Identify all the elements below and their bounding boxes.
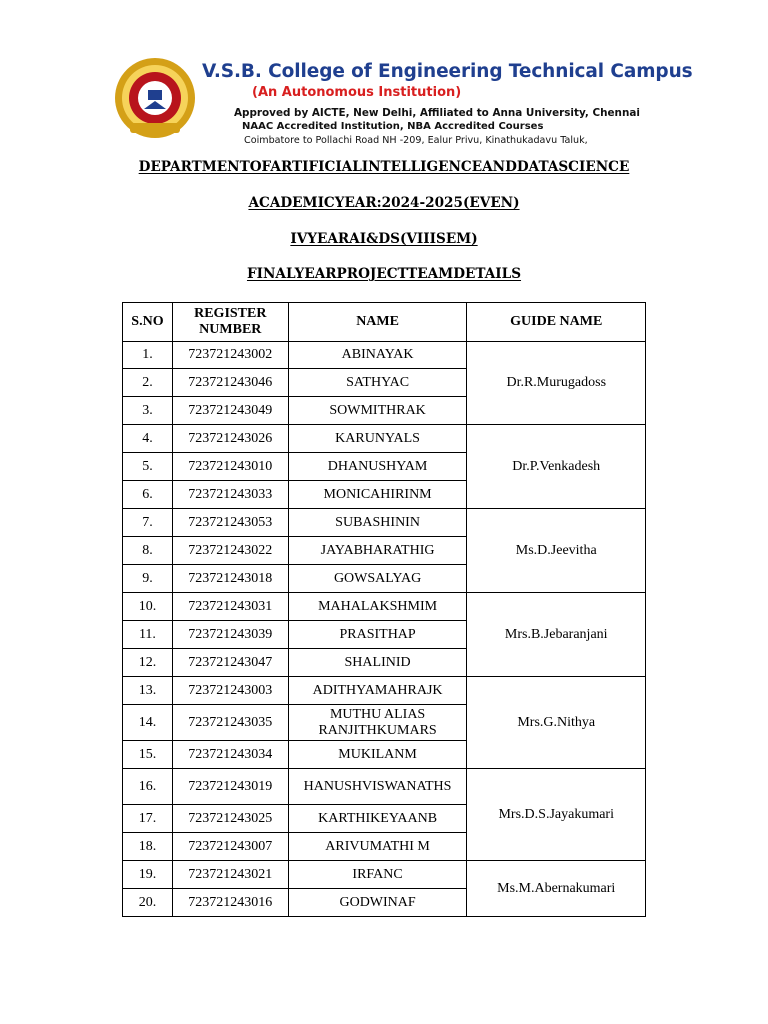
guide-name-cell: Ms.D.Jeevitha [467,509,646,593]
table-row [123,342,646,369]
guide-name-cell: Dr.R.Murugadoss [467,342,646,425]
register-number-cell: 723721243019 [172,769,288,805]
register-number-cell: 723721243003 [172,677,288,705]
sno-cell: 3. [123,397,173,425]
sno-cell: 17. [123,805,173,833]
register-number-cell: 723721243002 [172,342,288,369]
table-row [123,677,646,705]
guide-name-cell: Mrs.G.Nithya [467,677,646,769]
student-name-cell: GODWINAF [288,889,467,917]
college-logo-icon [114,57,196,139]
sno-cell: 18. [123,833,173,861]
table-row [123,861,646,889]
approval-line: Approved by AICTE, New Delhi, Affiliated to Anna University, Chennai [234,107,640,119]
year-semester-heading: IVYEARAI&DS(VIIISEM) [290,231,478,247]
guide-name-cell: Mrs.B.Jebaranjani [467,593,646,677]
academic-year-heading: ACADEMICYEAR:2024-2025(EVEN) [248,195,520,211]
register-number-cell: 723721243018 [172,565,288,593]
register-number-cell: 723721243021 [172,861,288,889]
student-name-cell: MUTHU ALIAS RANJITHKUMARS [288,705,467,741]
sno-cell: 7. [123,509,173,537]
student-name-cell: ARIVUMATHI M [288,833,467,861]
student-name-cell: ADITHYAMAHRAJK [288,677,467,705]
student-name-cell: ABINAYAK [288,342,467,369]
column-header-name: NAME [288,303,467,342]
table-body [123,342,646,917]
sno-cell: 14. [123,705,173,741]
register-number-cell: 723721243034 [172,741,288,769]
student-name-cell: SATHYAC [288,369,467,397]
register-number-cell: 723721243010 [172,453,288,481]
project-team-table [122,302,646,917]
student-name-cell: KARTHIKEYAANB [288,805,467,833]
sno-cell: 1. [123,342,173,369]
register-number-cell: 723721243031 [172,593,288,621]
college-name: V.S.B. College of Engineering Technical Campus [202,61,693,82]
register-number-cell: 723721243049 [172,397,288,425]
student-name-cell: JAYABHARATHIG [288,537,467,565]
student-name-cell: KARUNYALS [288,425,467,453]
table-row [123,593,646,621]
student-name-cell: IRFANC [288,861,467,889]
sno-cell: 10. [123,593,173,621]
table-header-row [123,303,646,342]
sno-cell: 12. [123,649,173,677]
column-header-sno: S.NO [123,303,173,342]
register-number-cell: 723721243033 [172,481,288,509]
guide-name-cell: Dr.P.Venkadesh [467,425,646,509]
table-row [123,509,646,537]
sno-cell: 13. [123,677,173,705]
student-name-cell: MUKILANM [288,741,467,769]
student-name-cell: GOWSALYAG [288,565,467,593]
sno-cell: 16. [123,769,173,805]
guide-name-cell: Mrs.D.S.Jayakumari [467,769,646,861]
sno-cell: 6. [123,481,173,509]
student-name-cell: MAHALAKSHMIM [288,593,467,621]
student-name-cell: DHANUSHYAM [288,453,467,481]
sno-cell: 2. [123,369,173,397]
student-name-cell: PRASITHAP [288,621,467,649]
college-header [114,55,693,147]
table-row [123,769,646,805]
register-number-cell: 723721243046 [172,369,288,397]
student-name-cell: SHALINID [288,649,467,677]
autonomous-label: (An Autonomous Institution) [252,85,462,100]
register-number-cell: 723721243016 [172,889,288,917]
student-name-cell: SOWMITHRAK [288,397,467,425]
sno-cell: 19. [123,861,173,889]
address-line: Coimbatore to Pollachi Road NH -209, Ealur Privu, Kinathukadavu Taluk, [244,135,588,146]
department-heading: DEPARTMENTOFARTIFICIALINTELLIGENCEANDDATASCIENCE [138,159,630,175]
register-number-cell: 723721243053 [172,509,288,537]
register-number-cell: 723721243022 [172,537,288,565]
sno-cell: 4. [123,425,173,453]
sno-cell: 8. [123,537,173,565]
register-number-cell: 723721243007 [172,833,288,861]
document-title: FINALYEARPROJECTTEAMDETAILS [246,266,522,282]
register-number-cell: 723721243039 [172,621,288,649]
register-number-cell: 723721243026 [172,425,288,453]
register-number-cell: 723721243035 [172,705,288,741]
student-name-cell: HANUSHVISWANATHS [288,769,467,805]
sno-cell: 9. [123,565,173,593]
column-header-register-number: REGISTER NUMBER [172,303,288,342]
sno-cell: 15. [123,741,173,769]
column-header-guide-name: GUIDE NAME [467,303,646,342]
table-row [123,425,646,453]
sno-cell: 20. [123,889,173,917]
accreditation-line: NAAC Accredited Institution, NBA Accredited Courses [242,121,544,132]
sno-cell: 11. [123,621,173,649]
student-name-cell: MONICAHIRINM [288,481,467,509]
sno-cell: 5. [123,453,173,481]
guide-name-cell: Ms.M.Abernakumari [467,861,646,917]
register-number-cell: 723721243025 [172,805,288,833]
student-name-cell: SUBASHININ [288,509,467,537]
register-number-cell: 723721243047 [172,649,288,677]
